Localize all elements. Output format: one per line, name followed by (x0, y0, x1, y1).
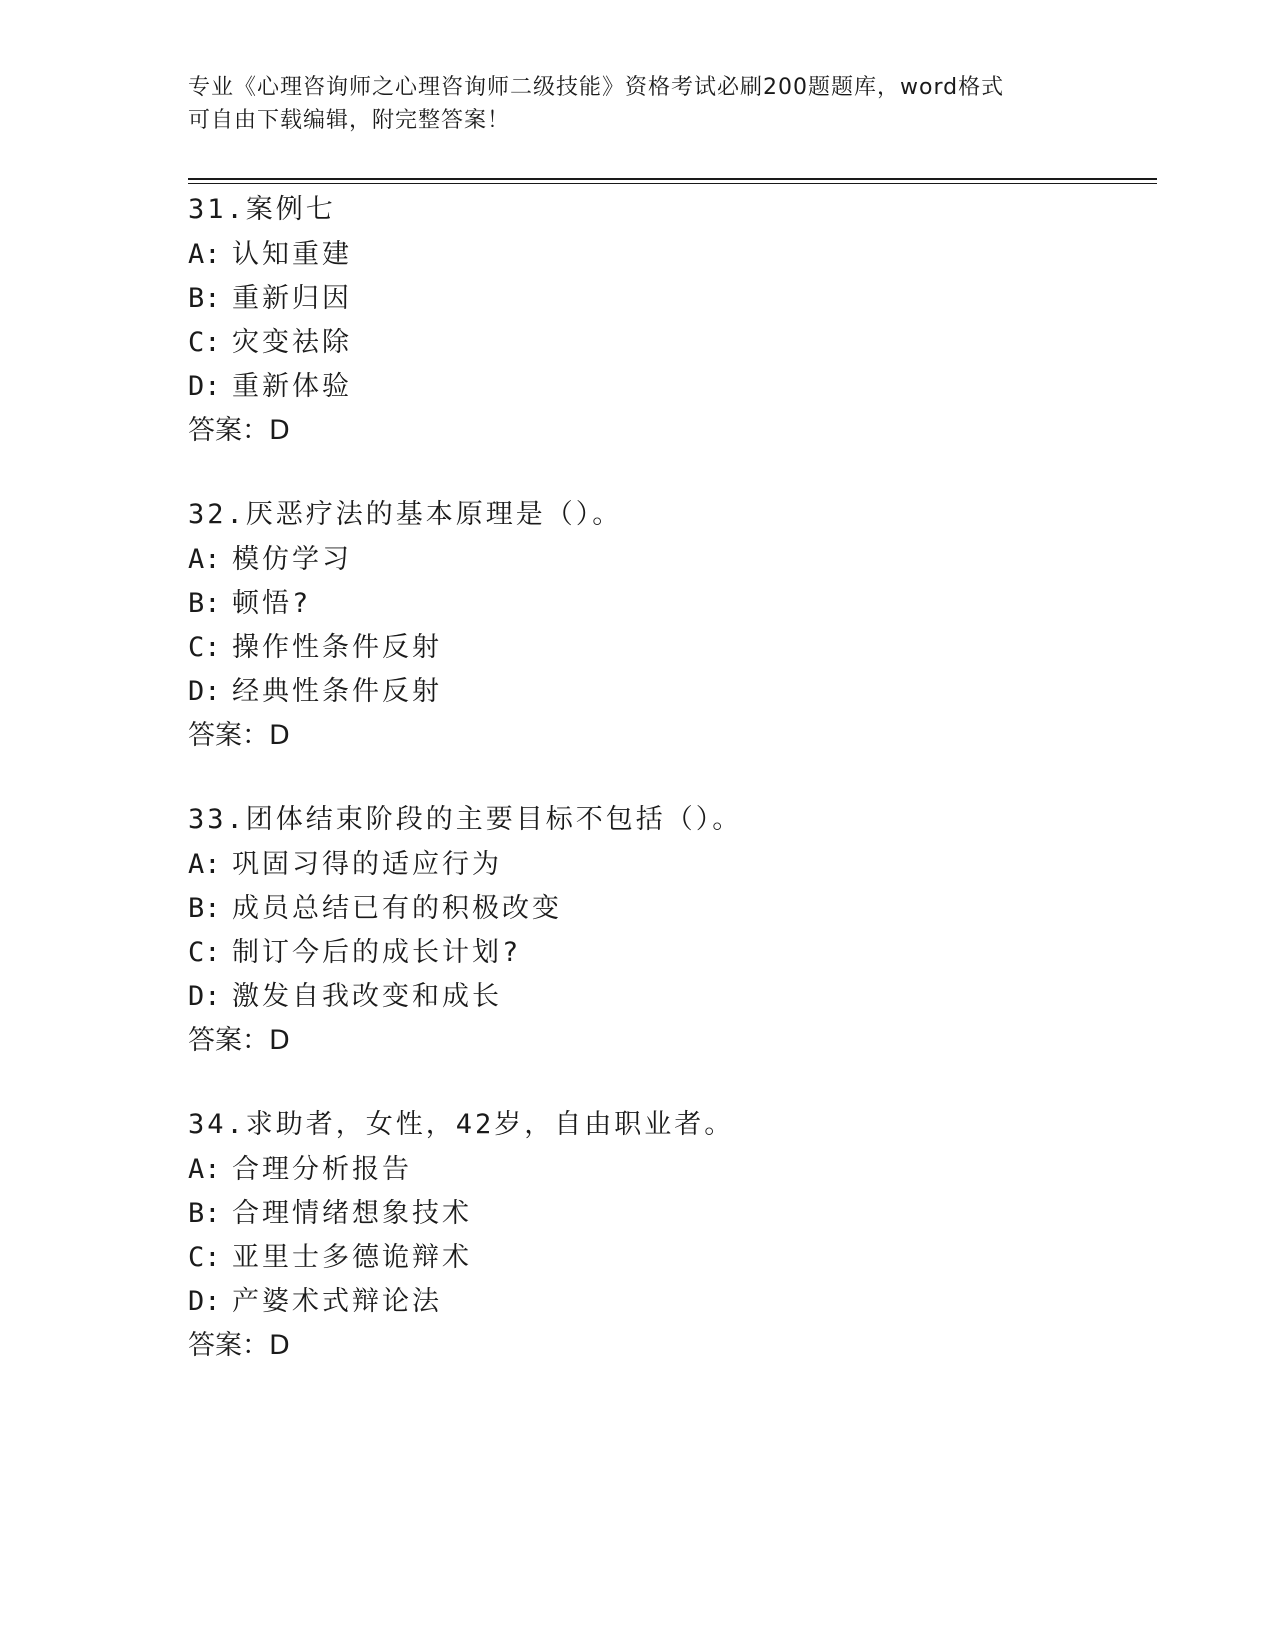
answer-line: 答案：D (188, 720, 290, 751)
option-text: 认知重建 (232, 239, 352, 270)
option-c (188, 1240, 472, 1276)
option-letter: A: (188, 1154, 221, 1185)
option-a (188, 1152, 412, 1188)
option-d (188, 979, 502, 1015)
header-divider-thick (188, 178, 1157, 180)
option-letter: B: (188, 893, 221, 924)
option-a (188, 847, 502, 883)
document-header (188, 71, 1088, 137)
question-stem: 31.案例七 (188, 194, 336, 225)
option-letter: C: (188, 327, 221, 358)
answer-line: 答案：D (188, 415, 290, 446)
option-letter: C: (188, 1242, 221, 1273)
option-text: 操作性条件反射 (232, 632, 442, 663)
option-text: 顿悟? (232, 588, 312, 619)
option-letter: A: (188, 239, 221, 270)
option-d (188, 674, 442, 710)
option-c (188, 325, 352, 361)
option-text: 产婆术式辩论法 (232, 1286, 442, 1317)
option-b (188, 586, 311, 622)
option-letter: B: (188, 1198, 221, 1229)
option-letter: C: (188, 937, 221, 968)
option-letter: D: (188, 981, 221, 1012)
option-b (188, 1196, 472, 1232)
option-a (188, 542, 352, 578)
answer-line: 答案：D (188, 1330, 290, 1361)
option-letter: C: (188, 632, 221, 663)
option-b (188, 281, 352, 317)
option-letter: B: (188, 283, 221, 314)
option-text: 巩固习得的适应行为 (232, 849, 502, 880)
option-c (188, 630, 442, 666)
option-a (188, 237, 352, 273)
option-text: 模仿学习 (232, 544, 352, 575)
question-stem: 32.厌恶疗法的基本原理是（）。 (188, 499, 623, 530)
option-letter: A: (188, 544, 221, 575)
option-letter: B: (188, 588, 221, 619)
header-divider-thin (188, 183, 1157, 184)
option-d (188, 1284, 442, 1320)
option-text: 经典性条件反射 (232, 676, 442, 707)
option-d (188, 369, 352, 405)
header-line-1: 专业《心理咨询师之心理咨询师二级技能》资格考试必刷200题题库，word格式 (188, 75, 1005, 100)
question-stem: 34.求助者，女性，42岁，自由职业者。 (188, 1109, 735, 1140)
option-text: 亚里士多德诡辩术 (232, 1242, 472, 1273)
option-text: 灾变祛除 (232, 327, 352, 358)
option-text: 合理情绪想象技术 (232, 1198, 472, 1229)
option-letter: D: (188, 1286, 221, 1317)
option-text: 制订今后的成长计划? (232, 937, 522, 968)
option-b (188, 891, 562, 927)
header-line-2: 可自由下载编辑，附完整答案！ (188, 108, 511, 133)
option-letter: A: (188, 849, 221, 880)
option-letter: D: (188, 676, 221, 707)
answer-line: 答案：D (188, 1025, 290, 1056)
option-text: 激发自我改变和成长 (232, 981, 502, 1012)
option-text: 重新体验 (232, 371, 352, 402)
option-letter: D: (188, 371, 221, 402)
question-stem: 33.团体结束阶段的主要目标不包括（）。 (188, 804, 743, 835)
option-text: 成员总结已有的积极改变 (232, 893, 562, 924)
option-text: 重新归因 (232, 283, 352, 314)
option-text: 合理分析报告 (232, 1154, 412, 1185)
option-c (188, 935, 521, 971)
